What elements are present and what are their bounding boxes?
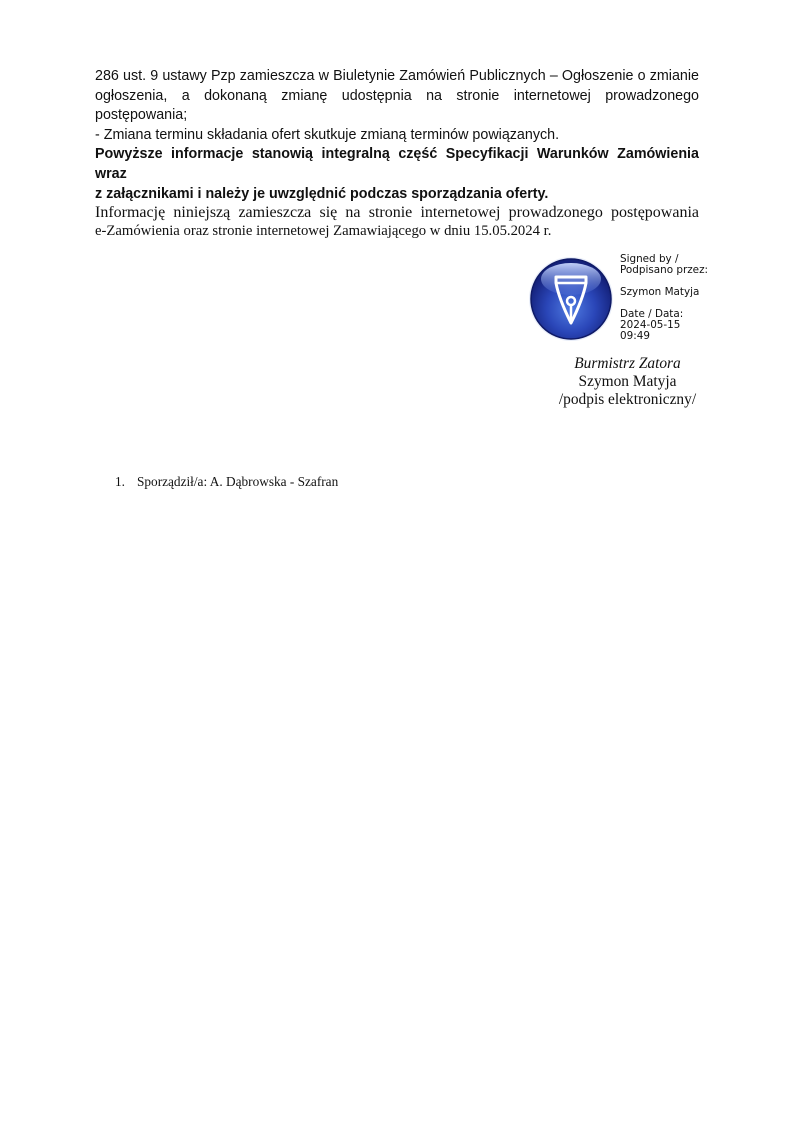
signature-time: 09:49	[620, 330, 650, 342]
paragraph-line: ogłoszenia, a dokonaną zmianę udostępnia na stronie internetowej prowadzonego	[95, 87, 699, 104]
paragraph-line: postępowania;	[95, 107, 188, 124]
fountain-pen-nib-icon	[527, 255, 615, 343]
prepared-by-text: Sporządził/a: A. Dąbrowska - Szafran	[137, 474, 339, 489]
prepared-by-item	[115, 474, 338, 490]
publication-info-line: e-Zamówienia oraz stronie internetowej Zamawiającego w dniu 15.05.2024 r.	[95, 223, 552, 239]
signer-name: Szymon Matyja	[620, 286, 700, 298]
paragraph-announcement	[95, 67, 699, 204]
paragraph-line: 286 ust. 9 ustawy Pzp zamieszcza w Biuletynie Zamówień Publicznych – Ogłoszenie o zmianie	[95, 68, 699, 84]
bold-notice-line: Powyższe informacje stanowią integralną część Specyfikacji Warunków Zamówienia wraz	[95, 146, 699, 182]
signature-details	[620, 254, 730, 342]
signer-title: Burmistrz Zatora	[574, 355, 681, 372]
signer-block	[540, 355, 715, 409]
signed-by-label: Signed by /	[620, 253, 679, 265]
signature-date: 2024-05-15	[620, 319, 681, 331]
publication-info-line: Informację niniejszą zamieszcza się na stronie internetowej prowadzonego postępowania	[95, 204, 699, 221]
bold-notice-line: z załącznikami i należy je uwzględnić podczas sporządzania oferty.	[95, 185, 549, 202]
signed-by-label: Podpisano przez:	[620, 264, 709, 276]
publication-info	[95, 203, 699, 240]
list-number: 1.	[115, 474, 125, 489]
signer-name-printed: Szymon Matyja	[578, 373, 677, 390]
date-label: Date / Data:	[620, 308, 684, 320]
deadline-change-note: - Zmiana terminu składania ofert skutkuje zmianą terminów powiązanych.	[95, 126, 560, 143]
signature-note: /podpis elektroniczny/	[558, 391, 697, 408]
